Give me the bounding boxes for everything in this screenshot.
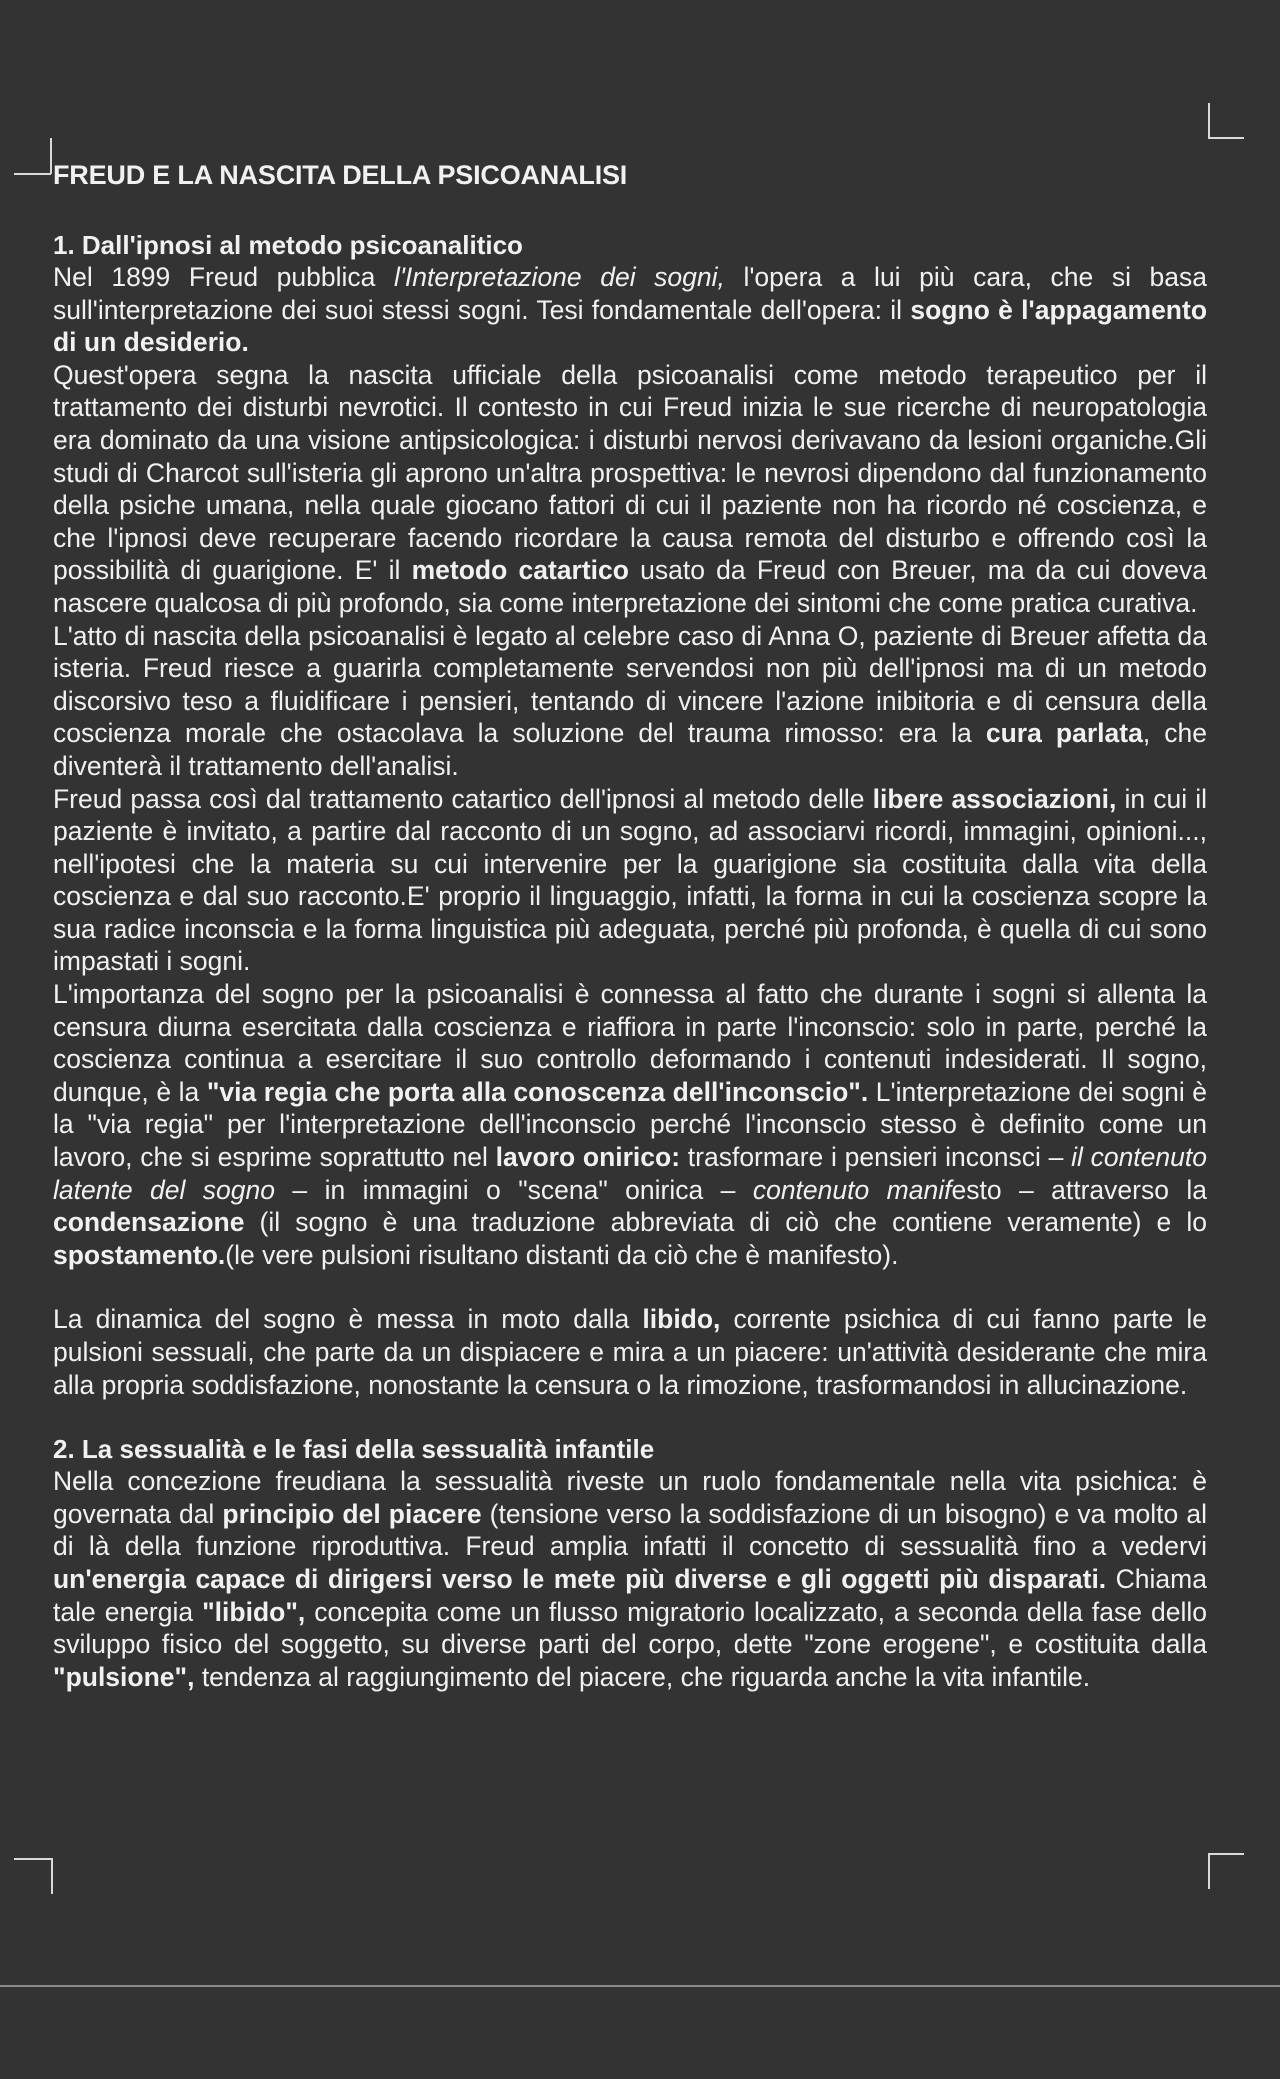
bottom-divider — [0, 1985, 1280, 1987]
section-1-paragraph-4: Freud passa così dal trattamento catartico dell'ipnosi al metodo delle libere associazioni, in cui il paziente è invitato, a partire dal racconto di un sogno, ad associarvi ricordi, immagini, opinioni..., nell'ipotesi che la materia su cui intervenire per la guarigione sia costituita dalla vita della coscienza e dal suo racconto.E' proprio il linguaggio, infatti, la forma in cui la coscienza scopre la sua radice inconscia e la forma linguistica più adeguata, perché più profonda, è quella di cui sono impastati i sogni. — [53, 783, 1207, 977]
section-2-paragraph-1: Nella concezione freudiana la sessualità riveste un ruolo fondamentale nella vita psichica: è governata dal principio del piacere (tensione verso la soddisfazione di un bisogno) e va molto al di là della funzione riproduttiva. Freud amplia infatti il concetto di sessualità fino a vedervi un'energia capace di dirigersi verso le mete più diverse e gli oggetti più disparati. Chiama tale energia "libido", concepita come un flusso migratorio localizzato, a seconda della fase dello sviluppo fisico del soggetto, su diverse parti del corpo, dette "zone erogene", e costituita dalla "pulsione", tendenza al raggiungimento del piacere, che riguarda anche la vita infantile. — [53, 1466, 1207, 1692]
document-title: FREUD E LA NASCITA DELLA PSICOANALISI — [53, 160, 628, 190]
section-1-paragraph-1: Nel 1899 Freud pubblica l'Interpretazione dei sogni, l'opera a lui più cara, che si basa sull'interpretazione dei suoi stessi sogni. Tesi fondamentale dell'opera: il sogno è l'appagamento di un desiderio. — [53, 262, 1208, 358]
crop-corner-bottom-right — [1208, 1853, 1244, 1889]
section-2-heading: 2. La sessualità e le fasi della sessualità infantile — [53, 1434, 655, 1465]
section-1-paragraph-3: L'atto di nascita della psicoanalisi è legato al celebre caso di Anna O, paziente di Breuer affetta da isteria. Freud riesce a guarirla completamente servendosi non più dell'ipnosi ma di un metodo discorsivo teso a fluidificare i pensieri, tentando di vincere l'azione inibitoria e di censura della coscienza morale che ostacolava la soluzione del trauma rimosso: era la cura parlata, che diventerà il trattamento dell'analisi. — [53, 620, 1207, 781]
section-1-paragraph-5: L'importanza del sogno per la psicoanalisi è connessa al fatto che durante i sogni si allenta la censura diurna esercitata dalla coscienza e riaffiora in parte l'inconscio: solo in parte, perché la coscienza continua a esercitare il suo controllo deformando i contenuti indesiderati. Il sogno, dunque, è la "via regia che porta alla conoscenza dell'inconscio". L'interpretazione dei sogni è la "via regia" per l'interpretazione dell'inconscio perché l'inconscio stesso è definito come un lavoro, che si esprime soprattutto nel lavoro onirico: trasformare i pensieri inconsci – il contenuto latente del sogno – in immagini o "scena" onirica – contenuto manifesto – attraverso la condensazione (il sogno è una traduzione abbreviata di ciò che contiene veramente) e lo spostamento.(le vere pulsioni risultano distanti da ciò che è manifesto). — [53, 979, 1208, 1270]
crop-corner-top-left-arm — [14, 173, 51, 175]
crop-corner-bottom-left — [14, 1858, 53, 1894]
section-1-paragraph-6: La dinamica del sogno è messa in moto dalla libido, corrente psichica di cui fanno parte le pulsioni sessuali, che parte da un dispiacere e mira a un piacere: un'attività desiderante che mira alla propria soddisfazione, nonostante la censura o la rimozione, trasformandosi in allucinazione. — [53, 1304, 1207, 1400]
crop-corner-top-right — [1208, 103, 1244, 139]
document-page — [53, 160, 1207, 1693]
crop-corner-top-left — [50, 138, 52, 174]
section-1-heading: 1. Dall'ipnosi al metodo psicoanalitico — [53, 230, 523, 260]
section-1-paragraph-2: Quest'opera segna la nascita ufficiale della psicoanalisi come metodo terapeutico per il trattamento dei disturbi nevrotici. Il contesto in cui Freud inizia le sue ricerche di neuropatologia era dominato da una visione antipsicologica: i disturbi nervosi derivavano da lesioni organiche.Gli studi di Charcot sull'isteria gli aprono un'altra prospettiva: le nevrosi dipendono dal funzionamento della psiche umana, nella quale giocano fattori di cui il paziente non ha ricordo né coscienza, e che l'ipnosi deve recuperare facendo ricordare la causa remota del disturbo e offrendo così la possibilità di guarigione. E' il metodo catartico usato da Freud con Breuer, ma da cui doveva nascere qualcosa di più profondo, sia come interpretazione dei sintomi che come pratica curativa. — [53, 359, 1207, 618]
